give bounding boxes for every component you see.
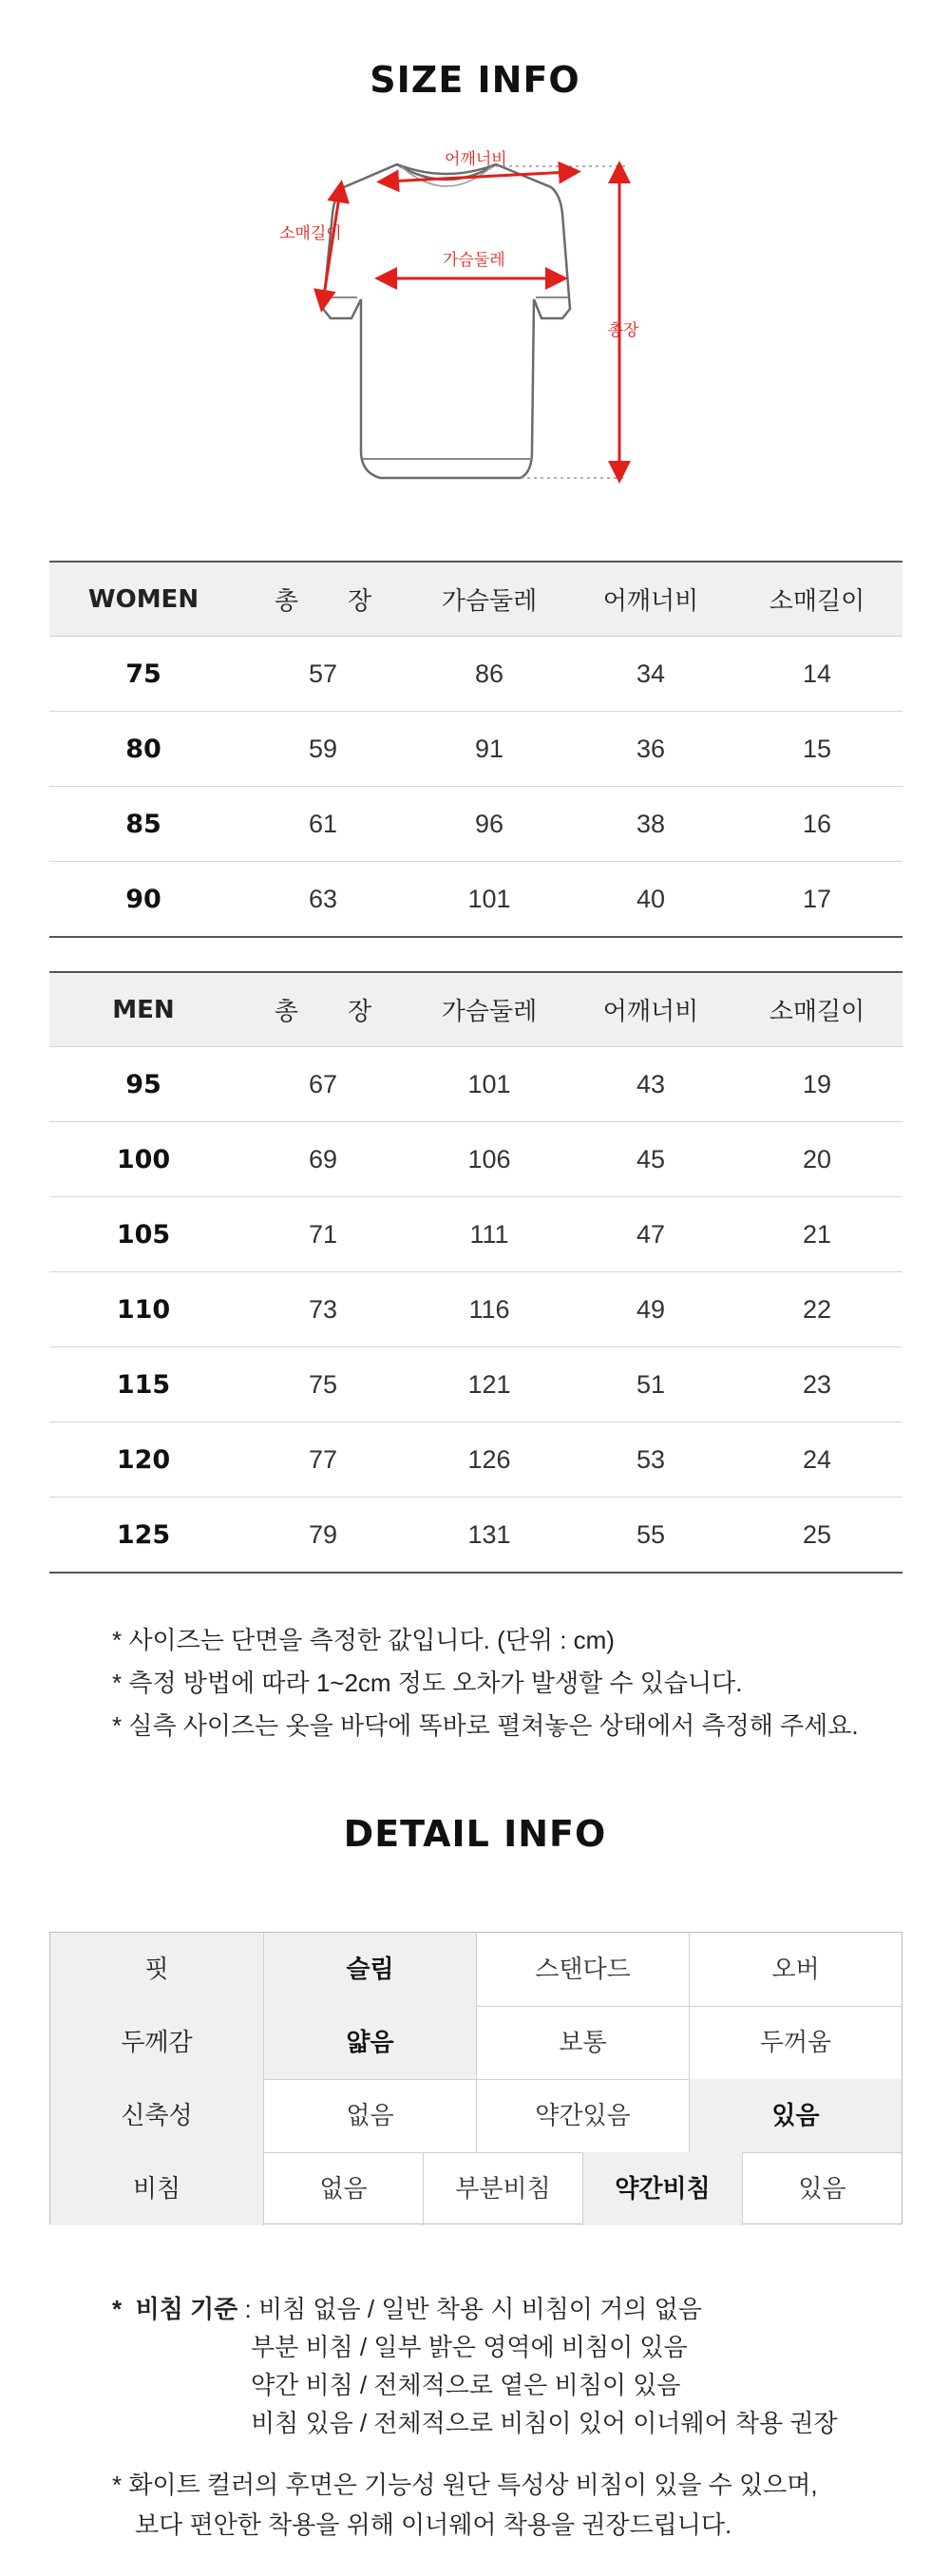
size-cell: 125	[49, 1498, 238, 1574]
measurement-cell: 19	[732, 1047, 902, 1122]
men-header-col: 어깨너비	[570, 972, 732, 1047]
women-header-col: 총 장	[238, 562, 408, 637]
size-cell: 110	[49, 1272, 238, 1347]
men-header-col: 가슴둘레	[408, 972, 570, 1047]
measurement-cell: 40	[570, 862, 732, 938]
measurement-cell: 51	[570, 1347, 732, 1422]
women-header-col: 가슴둘레	[408, 562, 570, 637]
measurement-cell: 121	[408, 1347, 570, 1422]
measurement-cell: 47	[570, 1197, 732, 1272]
sleeve-label: 소매길이	[279, 224, 342, 242]
detail-option-selected: 얇음	[263, 2006, 476, 2079]
detail-info-table	[49, 1932, 902, 2224]
men-table-body	[49, 1047, 902, 1574]
table-row	[49, 712, 902, 787]
length-label: 총장	[607, 321, 639, 339]
measurement-cell: 69	[238, 1122, 408, 1197]
men-size-table	[49, 971, 902, 1574]
table-row	[49, 1498, 902, 1574]
measurement-cell: 63	[238, 862, 408, 938]
measurement-cell: 16	[732, 787, 902, 862]
size-cell: 115	[49, 1347, 238, 1422]
size-cell: 105	[49, 1197, 238, 1272]
measurement-cell: 91	[408, 712, 570, 787]
measurement-cell: 55	[570, 1498, 732, 1574]
men-header-col: 총 장	[238, 972, 408, 1047]
detail-option: 오버	[689, 1933, 902, 2006]
size-cell: 75	[49, 637, 238, 712]
detail-row	[50, 1933, 902, 2007]
detail-option-selected: 슬림	[263, 1933, 476, 2006]
measurement-cell: 38	[570, 787, 732, 862]
table-row	[49, 787, 902, 862]
size-note: * 실측 사이즈는 옷을 바닥에 똑바로 펼쳐놓은 상태에서 측정해 주세요.	[112, 1711, 859, 1740]
table-row	[49, 1122, 902, 1197]
table-row	[49, 1272, 902, 1347]
detail-option: 부분비침	[423, 2152, 582, 2225]
detail-option: 없음	[263, 2079, 476, 2152]
detail-info-title: DETAIL INFO	[343, 1813, 607, 1855]
detail-option: 두꺼움	[689, 2006, 902, 2079]
shoulder-label: 어깨너비	[445, 150, 507, 168]
detail-row-label: 비침	[50, 2152, 263, 2225]
table-row	[49, 1422, 902, 1498]
women-size-table	[49, 561, 902, 938]
size-cell: 120	[49, 1422, 238, 1498]
men-header-col: 소매길이	[732, 972, 902, 1047]
measurement-cell: 49	[570, 1272, 732, 1347]
chest-label: 가슴둘레	[443, 251, 505, 269]
detail-option: 없음	[263, 2152, 423, 2225]
detail-option-selected: 있음	[689, 2079, 902, 2152]
footnote-line: * 화이트 컬러의 후면은 기능성 원단 특성상 비침이 있을 수 있으며,	[112, 2471, 818, 2499]
white-color-footnote	[112, 2465, 818, 2545]
detail-option-selected: 약간비침	[582, 2152, 742, 2225]
measurement-cell: 14	[732, 637, 902, 712]
measurement-cell: 45	[570, 1122, 732, 1197]
detail-option: 있음	[742, 2152, 902, 2225]
detail-option: 약간있음	[476, 2079, 689, 2152]
detail-row	[50, 2079, 902, 2153]
women-header-col: 어깨너비	[570, 562, 732, 637]
measurement-cell: 111	[408, 1197, 570, 1272]
criteria-line: 약간 비침 / 전체적으로 옅은 비침이 있음	[251, 2371, 681, 2399]
size-notes	[112, 1619, 859, 1747]
detail-row-label: 두께감	[50, 2006, 263, 2079]
table-row	[49, 637, 902, 712]
size-cell: 90	[49, 862, 238, 938]
women-header-size: WOMEN	[49, 562, 238, 637]
criteria-line: 비침 있음 / 전체적으로 비침이 있어 이너웨어 착용 권장	[251, 2409, 838, 2437]
measurement-cell: 96	[408, 787, 570, 862]
measurement-cell: 106	[408, 1122, 570, 1197]
detail-row	[50, 2152, 902, 2225]
footnote-line: 보다 편안한 착용을 위해 이너웨어 착용을 권장드립니다.	[135, 2510, 732, 2539]
measurement-cell: 57	[238, 637, 408, 712]
detail-option: 보통	[476, 2006, 689, 2079]
measurement-cell: 77	[238, 1422, 408, 1498]
table-row	[49, 1347, 902, 1422]
size-cell: 80	[49, 712, 238, 787]
measurement-cell: 22	[732, 1272, 902, 1347]
men-header-size: MEN	[49, 972, 238, 1047]
measurement-cell: 34	[570, 637, 732, 712]
measurement-cell: 61	[238, 787, 408, 862]
measurement-cell: 131	[408, 1498, 570, 1574]
size-cell: 85	[49, 787, 238, 862]
women-header-row	[49, 562, 902, 637]
transparency-criteria	[112, 2290, 838, 2442]
women-table-body	[49, 637, 902, 938]
size-info-title: SIZE INFO	[370, 59, 580, 101]
measurement-cell: 73	[238, 1272, 408, 1347]
measurement-cell: 116	[408, 1272, 570, 1347]
measurement-cell: 25	[732, 1498, 902, 1574]
size-cell: 100	[49, 1122, 238, 1197]
measurement-cell: 43	[570, 1047, 732, 1122]
measurement-cell: 17	[732, 862, 902, 938]
women-header-col: 소매길이	[732, 562, 902, 637]
detail-row-label: 신축성	[50, 2079, 263, 2152]
measurement-cell: 15	[732, 712, 902, 787]
detail-row	[50, 2006, 902, 2080]
detail-option: 스탠다드	[476, 1933, 689, 2006]
tshirt-measurement-diagram	[256, 138, 639, 499]
measurement-cell: 21	[732, 1197, 902, 1272]
measurement-cell: 126	[408, 1422, 570, 1498]
measurement-cell: 24	[732, 1422, 902, 1498]
size-cell: 95	[49, 1047, 238, 1122]
table-row	[49, 1047, 902, 1122]
criteria-line: 부분 비침 / 일부 밝은 영역에 비침이 있음	[251, 2333, 688, 2361]
measurement-cell: 67	[238, 1047, 408, 1122]
measurement-cell: 53	[570, 1422, 732, 1498]
size-note: * 측정 방법에 따라 1~2cm 정도 오차가 발생할 수 있습니다.	[112, 1669, 743, 1697]
size-note: * 사이즈는 단면을 측정한 값입니다. (단위 : cm)	[112, 1626, 615, 1654]
measurement-cell: 71	[238, 1197, 408, 1272]
measurement-cell: 101	[408, 862, 570, 938]
measurement-cell: 75	[238, 1347, 408, 1422]
detail-row-label: 핏	[50, 1933, 263, 2006]
measurement-cell: 86	[408, 637, 570, 712]
measurement-cell: 79	[238, 1498, 408, 1574]
criteria-label: 비침 기준	[135, 2295, 238, 2323]
measurement-cell: 23	[732, 1347, 902, 1422]
measurement-cell: 101	[408, 1047, 570, 1122]
criteria-line: : 비침 없음 / 일반 착용 시 비침이 거의 없음	[244, 2295, 702, 2323]
table-row	[49, 1197, 902, 1272]
criteria-prefix: *	[112, 2295, 123, 2323]
men-header-row	[49, 972, 902, 1047]
measurement-cell: 36	[570, 712, 732, 787]
tshirt-outline-icon	[256, 138, 636, 499]
measurement-cell: 59	[238, 712, 408, 787]
measurement-cell: 20	[732, 1122, 902, 1197]
table-row	[49, 862, 902, 938]
